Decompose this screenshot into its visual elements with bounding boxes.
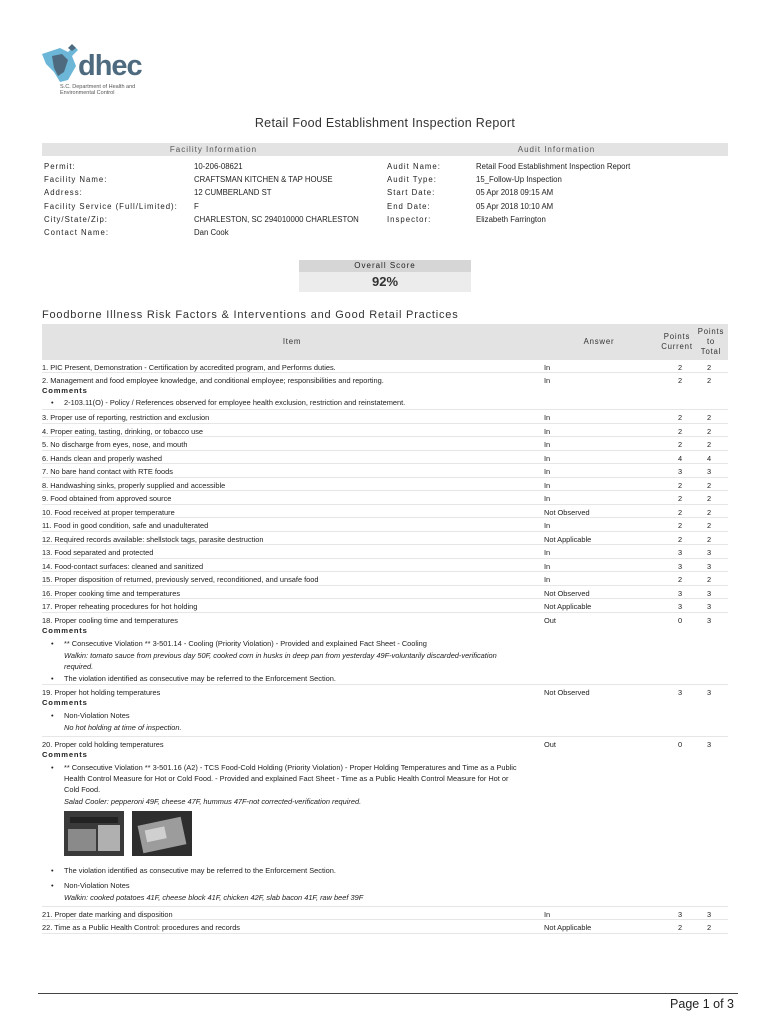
item-points-current: 3 (677, 467, 683, 476)
table-row (42, 559, 728, 573)
audit-value: Retail Food Establishment Inspection Report (476, 162, 631, 172)
item-points-total: 4 (706, 453, 712, 463)
item-answer: Not Observed (544, 507, 590, 517)
table-row (42, 437, 728, 451)
item-points-current: 2 (677, 575, 683, 584)
item-points-total: 2 (706, 923, 712, 932)
comment-text: • ** Consecutive Violation ** 3-501.16 (A2) - TCS Food-Cold Holding (Priority Violation) - Proper Holding Temperatures and Time as a Public Health Control Measure for Hot or Cold Food. - Provided and explained Fact Sheet - Time as a Public Health Control Measure for Hot or Cold Food. (64, 762, 517, 794)
comment-text: • The violation identified as consecutive may be referred to the Enforcement Section. (64, 673, 336, 683)
facility-label: Address: (44, 188, 83, 198)
item-points-total: 2 (706, 413, 712, 422)
item-text: 10. Food received at proper temperature (42, 507, 175, 517)
item-points-current: 2 (677, 440, 683, 449)
item-answer: In (544, 467, 551, 476)
audit-label: End Date: (387, 201, 431, 211)
item-points-total: 2 (706, 494, 712, 503)
item-answer: In (544, 521, 551, 530)
item-text: 15. Proper disposition of returned, previously served, reconditioned, and unsafe food (42, 575, 319, 584)
facility-row (44, 160, 384, 173)
item-text: 1. PIC Present, Demonstration - Certification by accredited program, and Performs duties. (42, 363, 336, 372)
comment-text: • Non-Violation Notes (64, 710, 130, 720)
facility-label: Permit: (44, 162, 76, 172)
facility-value: F (194, 201, 199, 211)
audit-row (387, 200, 727, 213)
item-answer: In (544, 363, 551, 372)
facility-value: 10-206-08621 (194, 162, 243, 172)
item-text: 22. Time as a Public Health Control: procedures and records (42, 923, 241, 932)
item-answer: In (544, 494, 551, 503)
table-row (42, 572, 728, 586)
audit-value: Elizabeth Farrington (476, 214, 546, 224)
audit-row (387, 186, 727, 199)
comments-label: Comments (42, 625, 88, 635)
item-answer: Out (544, 615, 556, 625)
item-points-current: 4 (677, 453, 683, 463)
facility-row (44, 186, 384, 199)
table-row (42, 907, 728, 921)
item-points-total: 2 (706, 534, 712, 544)
facility-value: CRAFTSMAN KITCHEN & TAP HOUSE (194, 175, 333, 185)
audit-row (387, 173, 727, 186)
column-points-total-line: to (706, 337, 716, 346)
comment-note: Walkin: cooked potatoes 41F, cheese block 41F, chicken 42F, slab bacon 41F, raw beef 39F (64, 892, 364, 902)
item-points-total: 3 (706, 548, 712, 557)
item-answer: In (544, 453, 551, 463)
item-points-total: 3 (706, 588, 712, 598)
table-row (42, 478, 728, 492)
item-text: 14. Food-contact surfaces: cleaned and sanitized (42, 561, 204, 571)
comment-bullet (52, 762, 522, 795)
item-points-current: 2 (677, 413, 683, 422)
table-row (42, 451, 728, 465)
item-points-total: 2 (706, 575, 712, 584)
table-row (42, 532, 728, 546)
item-answer: In (544, 426, 551, 436)
comment-bullet (52, 710, 522, 721)
item-text: 17. Proper reheating procedures for hot holding (42, 602, 198, 611)
section-title: Foodborne Illness Risk Factors & Interventions and Good Retail Practices (42, 309, 459, 321)
item-points-current: 3 (677, 909, 683, 919)
item-points-current: 3 (677, 687, 683, 697)
logo-text: dhec (78, 50, 142, 82)
item-text: 5. No discharge from eyes, nose, and mouth (42, 440, 188, 449)
item-answer: Not Observed (544, 687, 590, 697)
item-answer: In (544, 575, 551, 584)
item-answer: In (544, 909, 551, 919)
item-text: 20. Proper cold holding temperatures (42, 739, 164, 749)
item-points-total: 2 (706, 376, 712, 385)
item-answer: In (544, 548, 551, 557)
item-answer: In (544, 561, 551, 571)
item-text: 4. Proper eating, tasting, drinking, or tobacco use (42, 426, 204, 436)
item-text: 12. Required records available: shellstock tags, parasite destruction (42, 534, 264, 544)
audit-label: Start Date: (387, 188, 436, 198)
item-answer: In (544, 376, 551, 385)
footer-divider (38, 993, 738, 994)
table-row (42, 920, 728, 934)
item-points-total: 3 (706, 615, 712, 625)
table-row (42, 586, 728, 600)
item-text: 3. Proper use of reporting, restriction and exclusion (42, 413, 210, 422)
table-row (42, 360, 728, 373)
item-points-total: 2 (706, 507, 712, 517)
item-points-total: 3 (706, 909, 712, 919)
facility-row (44, 213, 384, 226)
logo-subtitle: S.C. Department of Health and Environmental Control (60, 84, 136, 96)
comments-label: Comments (42, 697, 88, 707)
item-text: 11. Food in good condition, safe and unadulterated (42, 521, 209, 530)
item-points-total: 3 (706, 561, 712, 571)
facility-label: City/State/Zip: (44, 214, 108, 224)
item-text: 2. Management and food employee knowledge, and conditional employee; responsibilities and reporting. (42, 376, 384, 385)
column-points-total-line: Total (700, 347, 722, 356)
item-text: 18. Proper cooling time and temperatures (42, 615, 178, 625)
item-points-current: 2 (677, 534, 683, 544)
overall-score-label: Overall Score (299, 260, 471, 272)
report-title: Retail Food Establishment Inspection Report (254, 116, 516, 130)
item-points-current: 0 (677, 615, 683, 625)
comment-text: • Non-Violation Notes (64, 880, 130, 890)
audit-value: 15_Follow-Up Inspection (476, 175, 562, 185)
table-row (42, 613, 728, 685)
item-text: 8. Handwashing sinks, properly supplied and accessible (42, 480, 226, 490)
page-number: Page 1 of 3 (670, 997, 734, 1011)
item-answer: In (544, 440, 551, 449)
overall-score (299, 260, 471, 292)
audit-info (387, 160, 727, 226)
facility-value: 12 CUMBERLAND ST (194, 188, 272, 198)
comment-bullet (52, 865, 522, 876)
audit-row (387, 213, 727, 226)
item-points-total: 3 (706, 739, 712, 749)
facility-label: Facility Service (Full/Limited): (44, 201, 178, 211)
comment-bullet (52, 673, 522, 684)
item-points-total: 2 (706, 363, 712, 372)
table-row (42, 410, 728, 424)
column-answer: Answer (583, 337, 615, 346)
comment-bullet (52, 880, 522, 891)
facility-label: Facility Name: (44, 175, 108, 185)
item-points-current: 2 (677, 507, 683, 517)
item-points-current: 2 (677, 376, 683, 385)
table-header (42, 324, 728, 360)
dhec-logo (38, 40, 158, 100)
comment-bullet (52, 397, 522, 408)
item-text: 13. Food separated and protected (42, 548, 154, 557)
overall-score-value: 92% (299, 272, 471, 292)
inspection-items (42, 360, 728, 934)
item-points-total: 3 (706, 467, 712, 476)
table-row (42, 491, 728, 505)
item-points-current: 2 (677, 923, 683, 932)
item-text: 9. Food obtained from approved source (42, 494, 172, 503)
comment-bullet (52, 638, 522, 649)
audit-label: Audit Type: (387, 175, 437, 185)
item-text: 7. No bare hand contact with RTE foods (42, 467, 173, 476)
table-row (42, 737, 728, 907)
item-answer: In (544, 413, 551, 422)
column-points-current-line: Current (661, 342, 693, 351)
item-answer: In (544, 480, 551, 490)
table-row (42, 685, 728, 737)
item-points-total: 2 (706, 521, 712, 530)
table-row (42, 373, 728, 410)
table-row (42, 505, 728, 519)
table-row (42, 424, 728, 438)
item-points-current: 3 (677, 602, 683, 611)
item-answer: Out (544, 739, 556, 749)
item-points-current: 0 (677, 739, 683, 749)
facility-label: Contact Name: (44, 228, 110, 238)
comments-label: Comments (42, 386, 88, 395)
comment-text: • ** Consecutive Violation ** 3-501.14 - Cooling (Priority Violation) - Provided and explained Fact Sheet - Cooling (64, 638, 427, 648)
item-points-current: 2 (677, 363, 683, 372)
item-points-total: 3 (706, 602, 712, 611)
audit-value: 05 Apr 2018 09:15 AM (476, 188, 554, 198)
table-row (42, 545, 728, 559)
comment-note: Salad Cooler: pepperoni 49F, cheese 47F, hummus 47F-not corrected-verification required. (64, 796, 362, 806)
item-points-total: 2 (706, 426, 712, 436)
item-text: 21. Proper date marking and disposition (42, 909, 173, 919)
item-points-current: 2 (677, 494, 683, 503)
comment-text: • 2-103.11(O) - Policy / References observed for employee health exclusion, restriction and reinstatement. (64, 398, 406, 407)
item-answer: Not Observed (544, 588, 590, 598)
facility-info-header: Facility Information (42, 143, 385, 156)
photo-cooler-icon (132, 811, 192, 856)
comments-label: Comments (42, 749, 88, 759)
facility-row (44, 200, 384, 213)
table-row (42, 518, 728, 532)
facility-value: CHARLESTON, SC 294010000 CHARLESTON (194, 214, 359, 224)
comment-note: No hot holding at time of inspection. (64, 722, 182, 732)
item-answer: Not Applicable (544, 534, 592, 544)
column-points-total-line: Points (697, 327, 725, 336)
item-points-total: 2 (706, 440, 712, 449)
inspection-photo (132, 811, 192, 856)
item-points-current: 2 (677, 521, 683, 530)
audit-info-header: Audit Information (385, 143, 728, 156)
facility-info (44, 160, 384, 239)
photo-cooler-icon (64, 811, 124, 856)
audit-label: Inspector: (387, 214, 432, 224)
column-points-current-line: Points (663, 332, 691, 341)
inspection-photo (64, 811, 124, 856)
item-text: 16. Proper cooking time and temperatures (42, 588, 181, 598)
item-points-current: 2 (677, 426, 683, 436)
item-points-current: 2 (677, 480, 683, 490)
audit-row (387, 160, 727, 173)
facility-row (44, 173, 384, 186)
comment-text: • The violation identified as consecutive may be referred to the Enforcement Section. (64, 865, 336, 875)
item-answer: Not Applicable (544, 602, 592, 611)
item-points-total: 3 (706, 687, 712, 697)
item-answer: Not Applicable (544, 923, 592, 932)
item-text: 6. Hands clean and properly washed (42, 453, 162, 463)
column-item: Item (282, 337, 302, 346)
facility-row (44, 226, 384, 239)
table-row (42, 599, 728, 613)
audit-value: 05 Apr 2018 10:10 AM (476, 201, 554, 211)
audit-label: Audit Name: (387, 162, 441, 172)
facility-value: Dan Cook (194, 228, 229, 238)
item-points-current: 3 (677, 561, 683, 571)
column-points-total (694, 327, 728, 357)
column-points-current (658, 332, 696, 352)
item-text: 19. Proper hot holding temperatures (42, 687, 161, 697)
item-points-total: 2 (706, 480, 712, 490)
item-points-current: 3 (677, 548, 683, 557)
comment-note: Walkin: tomato sauce from previous day 50F, cooked corn in husks in deep pan from yesterday 49F-voluntarily discarded-verification required. (64, 650, 497, 671)
item-points-current: 3 (677, 588, 683, 598)
table-row (42, 464, 728, 478)
